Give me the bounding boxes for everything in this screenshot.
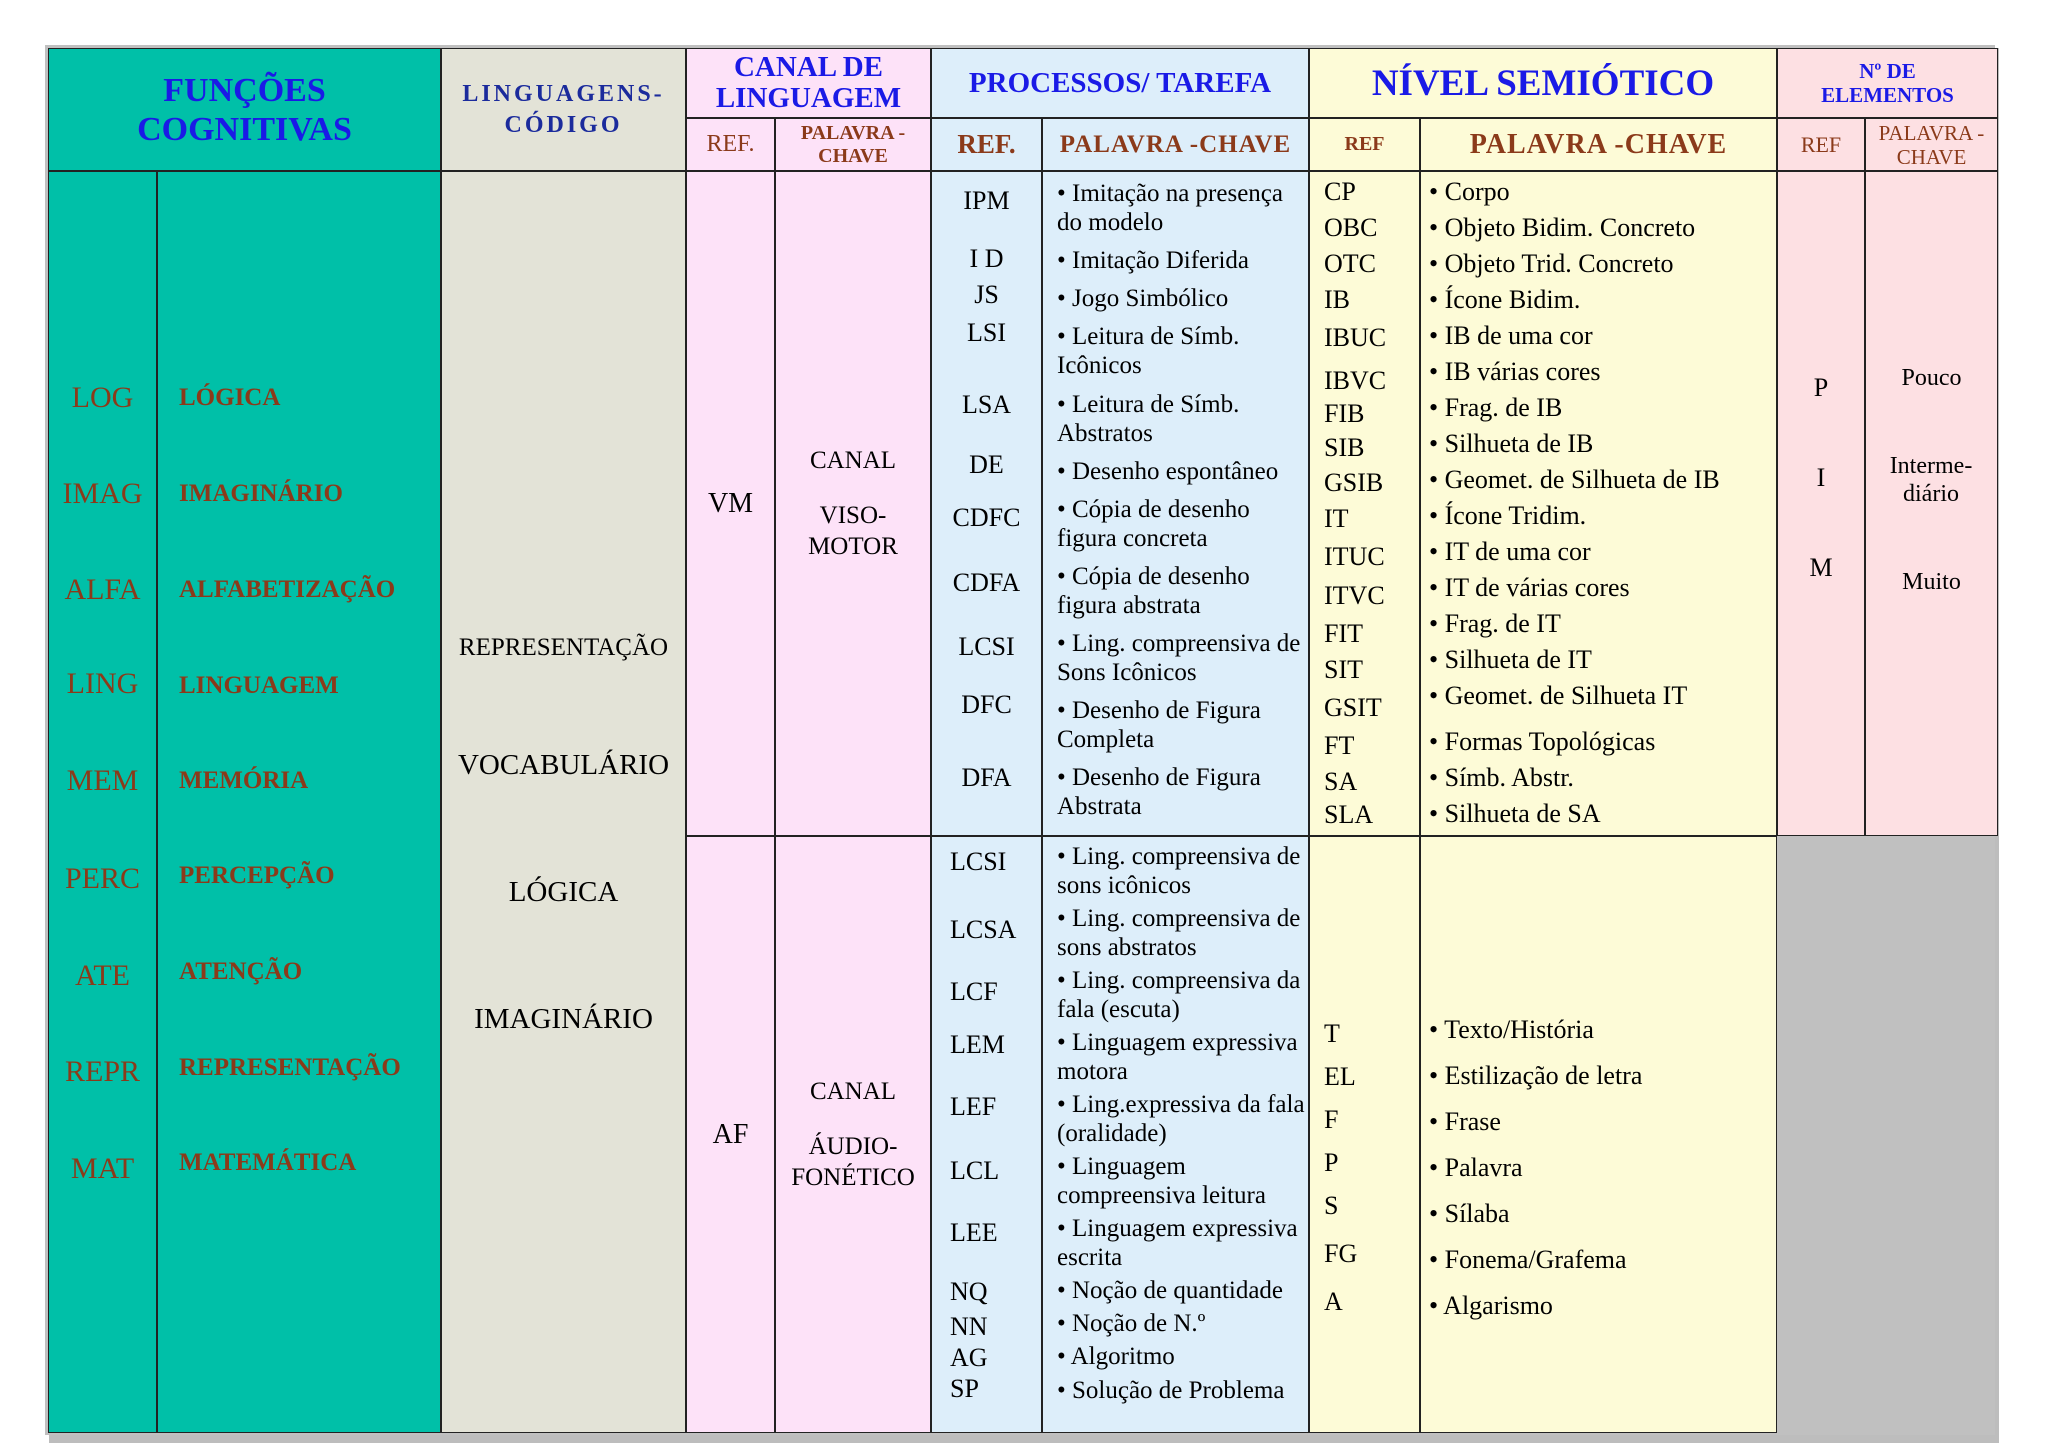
elem-name: Muito: [1902, 568, 1961, 595]
header-linguagens-codigo: [441, 48, 686, 171]
funcao-name: ALFABETIZAÇÃO: [179, 576, 396, 603]
canal-af-name-line3: FONÉTICO: [791, 1164, 915, 1191]
proc-vm-item: • Leitura de Símb. Icônicos: [1057, 323, 1240, 379]
proc-vm-ref: I D: [969, 244, 1004, 273]
subheader-canal-ref: [686, 118, 775, 171]
subheader-proc-palavra: [1042, 118, 1309, 171]
canal-af-ref: AF: [712, 1118, 749, 1150]
funcao-abbr: MEM: [66, 764, 139, 797]
subheader-nivel-ref-label: REF: [1344, 133, 1385, 155]
proc-vm-item: • Ling. compreensiva de Sons Icônicos: [1057, 630, 1301, 686]
funcao-name: MEMÓRIA: [179, 767, 309, 794]
subheader-canal-ref-label: REF.: [706, 131, 755, 157]
proc-vm-ref: CDFA: [952, 568, 1021, 597]
header-linguagens-label: LINGUAGENS-CÓDIGO: [462, 80, 665, 138]
nivel-vm-ref: GSIT: [1324, 693, 1382, 722]
nivel-vm-item: • Silhueta de IT: [1429, 645, 1592, 674]
proc-vm-item: • Desenho de Figura Abstrata: [1057, 764, 1261, 820]
proc-vm-ref: LSA: [961, 390, 1012, 419]
subheader-proc-ref-label: REF.: [957, 129, 1016, 159]
subheader-canal-palavra: [775, 118, 931, 171]
header-funcoes-label: FUNÇÕES COGNITIVAS: [137, 71, 352, 148]
header-funcoes-cognitivas: [48, 48, 441, 171]
linguagem-item: VOCABULÁRIO: [457, 748, 670, 781]
linguagem-item: LÓGICA: [508, 875, 619, 908]
header-processos-label: PROCESSOS/ TAREFA: [968, 66, 1272, 99]
nivel-vm-ref: OBC: [1324, 213, 1378, 242]
nivel-af-item: • Estilização de letra: [1429, 1061, 1643, 1090]
nivel-af-ref: T: [1324, 1019, 1340, 1048]
proc-af-ref: NN: [950, 1312, 988, 1341]
funcao-abbr: PERC: [64, 862, 141, 895]
proc-vm-ref: IPM: [963, 186, 1010, 215]
proc-vm-item: • Imitação Diferida: [1057, 247, 1249, 274]
funcao-name: MATEMÁTICA: [179, 1149, 357, 1176]
funcao-abbr: LOG: [71, 381, 134, 414]
nivel-vm-ref: IT: [1324, 504, 1349, 533]
funcao-name: ATENÇÃO: [179, 958, 303, 985]
proc-af-ref: AG: [950, 1343, 988, 1372]
subheader-canal-palavra-label: PALAVRA -CHAVE: [800, 121, 906, 167]
proc-af-item: • Algoritmo: [1057, 1343, 1175, 1370]
nivel-vm-item: • Geomet. de Silhueta de IB: [1429, 465, 1720, 494]
nivel-vm-ref: FIB: [1324, 399, 1365, 428]
nivel-vm-item: • Frag. de IT: [1429, 609, 1561, 638]
nivel-vm-ref: SIB: [1324, 433, 1365, 462]
proc-vm-ref: DFC: [961, 690, 1012, 719]
proc-af-ref: LEM: [950, 1030, 1005, 1059]
canal-vm-name-line1: CANAL: [809, 447, 897, 474]
nivel-vm-ref: GSIB: [1324, 468, 1384, 497]
nivel-vm-item: • IT de uma cor: [1429, 537, 1591, 566]
nivel-vm-item: • IB várias cores: [1429, 357, 1601, 386]
subheader-elem-ref-label: REF: [1800, 131, 1842, 157]
subheader-nivel-palavra: [1420, 118, 1777, 171]
canal-vm-name-line3: MOTOR: [808, 533, 898, 560]
proc-vm-item: • Cópia de desenho figura concreta: [1057, 496, 1250, 552]
linguagem-item: IMAGINÁRIO: [474, 1002, 653, 1035]
canal-af-ref-cell: [686, 836, 775, 1433]
nivel-af-item: • Texto/História: [1429, 1015, 1594, 1044]
subheader-proc-palavra-label: PALAVRA -CHAVE: [1059, 130, 1292, 158]
proc-vm-item: • Cópia de desenho figura abstrata: [1057, 563, 1250, 619]
canal-vm-name-line2: VISO-: [819, 502, 887, 529]
nivel-vm-item: • Objeto Bidim. Concreto: [1429, 213, 1696, 242]
nivel-af-ref: S: [1324, 1191, 1339, 1220]
nivel-vm-item: • IB de uma cor: [1429, 321, 1593, 350]
subheader-nivel-palavra-label: PALAVRA -CHAVE: [1469, 128, 1728, 160]
proc-af-item: • Ling.expressiva da fala (oralidade): [1057, 1091, 1305, 1147]
nivel-vm-item: • Formas Topológicas: [1429, 727, 1656, 756]
funcao-name: PERCEPÇÃO: [179, 862, 335, 889]
nivel-af-ref: P: [1324, 1148, 1339, 1177]
proc-vm-ref: LSI: [967, 318, 1006, 347]
proc-af-ref: LCSA: [950, 915, 1017, 944]
proc-af-ref: NQ: [950, 1277, 988, 1306]
proc-vm-ref: DE: [969, 450, 1004, 479]
nivel-vm-item: • Geomet. de Silhueta IT: [1429, 681, 1688, 710]
nivel-vm-ref: FT: [1324, 731, 1355, 760]
proc-af-ref: LCF: [950, 977, 998, 1006]
proc-af-item: • Ling. compreensiva da fala (escuta): [1057, 967, 1301, 1023]
proc-af-item: • Linguagem expressiva motora: [1057, 1029, 1298, 1085]
proc-af-item: • Linguagem compreensiva leitura: [1057, 1153, 1266, 1209]
funcao-abbr: IMAG: [62, 477, 143, 510]
elem-name: Interme-diário: [1889, 453, 1973, 507]
nivel-vm-ref: IBUC: [1324, 323, 1387, 352]
nivel-af-ref: F: [1324, 1105, 1339, 1134]
proc-af-item: • Linguagem expressiva escrita: [1057, 1215, 1298, 1271]
nivel-vm-ref: IB: [1324, 285, 1350, 314]
funcao-name: REPRESENTAÇÃO: [179, 1054, 401, 1081]
nivel-vm-item: • Frag. de IB: [1429, 393, 1563, 422]
funcao-abbr: MAT: [70, 1152, 135, 1185]
nivel-vm-item: • Ícone Bidim.: [1429, 285, 1581, 314]
header-n-elementos: [1777, 48, 1998, 118]
header-elementos-label: Nº DE ELEMENTOS: [1821, 59, 1954, 107]
proc-af-item: • Noção de quantidade: [1057, 1277, 1284, 1304]
nivel-af-item: • Palavra: [1429, 1153, 1523, 1182]
nivel-vm-item: • Objeto Trid. Concreto: [1429, 249, 1674, 278]
nivel-af-ref: FG: [1324, 1239, 1358, 1268]
funcoes-name-column: [157, 171, 441, 1433]
canal-af-name-line1: CANAL: [809, 1078, 897, 1105]
nivel-af-item: • Sílaba: [1429, 1199, 1510, 1228]
proc-af-item: • Ling. compreensiva de sons icônicos: [1057, 843, 1301, 899]
funcao-name: LÓGICA: [179, 384, 281, 411]
subheader-nivel-ref: [1309, 118, 1420, 171]
proc-af-ref: LEE: [950, 1218, 998, 1247]
nivel-vm-ref: SA: [1324, 767, 1358, 796]
nivel-af-ref: A: [1324, 1287, 1343, 1316]
subheader-elem-palavra-label: PALAVRA -CHAVE: [1878, 120, 1985, 169]
proc-af-ref: LCSI: [950, 847, 1007, 876]
nivel-af-item: • Fonema/Grafema: [1429, 1245, 1627, 1274]
elem-ref: P: [1813, 373, 1829, 402]
nivel-af-item: • Frase: [1429, 1107, 1501, 1136]
header-canal-de-linguagem: [686, 48, 931, 118]
nivel-vm-ref: SLA: [1324, 800, 1374, 829]
nivel-vm-item: • IT de várias cores: [1429, 573, 1630, 602]
linguagem-item: REPRESENTAÇÃO: [458, 634, 669, 661]
nivel-vm-item: • Silhueta de IB: [1429, 429, 1594, 458]
proc-vm-ref: DFA: [961, 763, 1012, 792]
funcao-abbr: LING: [66, 667, 139, 700]
subheader-proc-ref: [931, 118, 1042, 171]
nivel-vm-ref: SIT: [1324, 655, 1363, 684]
header-canal-label: CANAL DE LINGUAGEM: [715, 51, 902, 114]
elem-ref: M: [1809, 553, 1833, 582]
subheader-elem-ref: [1777, 118, 1865, 171]
header-processos-tarefa: [931, 48, 1309, 118]
elem-ref-cell: [1777, 171, 1865, 836]
funcao-name: IMAGINÁRIO: [179, 480, 343, 507]
nivel-af-item: • Algarismo: [1429, 1291, 1553, 1320]
funcao-abbr: ATE: [75, 959, 130, 992]
canal-vm-name-cell: [775, 171, 931, 836]
linguagens-column: [441, 171, 686, 1433]
proc-vm-item: • Imitação na presença do modelo: [1057, 180, 1283, 236]
elem-name: Pouco: [1901, 364, 1962, 391]
funcao-abbr: ALFA: [64, 573, 141, 606]
elem-ref: I: [1816, 463, 1826, 492]
subheader-elem-palavra: [1865, 118, 1998, 171]
proc-vm-ref: JS: [974, 280, 999, 309]
proc-af-item: • Solução de Problema: [1057, 1377, 1285, 1404]
nivel-vm-item: • Corpo: [1429, 177, 1510, 206]
canal-vm-ref: VM: [707, 487, 754, 519]
canal-af-name-line2: ÁUDIO-: [808, 1133, 898, 1160]
proc-af-ref: LCL: [950, 1156, 1000, 1185]
proc-af-ref: SP: [950, 1374, 979, 1403]
header-nivel-semiotico: [1309, 48, 1777, 118]
canal-vm-ref-cell: [686, 171, 775, 836]
nivel-vm-item: • Silhueta de SA: [1429, 799, 1601, 828]
proc-vm-item: • Desenho de Figura Completa: [1057, 697, 1261, 753]
nivel-vm-ref: OTC: [1324, 249, 1376, 278]
nivel-vm-ref: IBVC: [1324, 366, 1387, 395]
canal-af-name-cell: [775, 836, 931, 1433]
nivel-af-ref: EL: [1324, 1062, 1356, 1091]
proc-vm-item: • Desenho espontâneo: [1057, 458, 1279, 485]
nivel-vm-item: • Símb. Abstr.: [1429, 763, 1574, 792]
proc-vm-ref: LCSI: [958, 632, 1015, 661]
nivel-vm-ref: CP: [1324, 177, 1356, 206]
funcao-name: LINGUAGEM: [179, 672, 339, 699]
proc-vm-ref: CDFC: [952, 503, 1021, 532]
nivel-vm-ref: ITUC: [1324, 542, 1385, 571]
nivel-vm-ref: ITVC: [1324, 581, 1385, 610]
funcao-abbr: REPR: [64, 1055, 141, 1088]
proc-af-ref: LEF: [950, 1092, 997, 1121]
nivel-vm-item: • Ícone Tridim.: [1429, 501, 1587, 530]
header-nivel-label: NÍVEL SEMIÓTICO: [1371, 62, 1715, 104]
nivel-vm-ref: FIT: [1324, 619, 1363, 648]
proc-af-item: • Ling. compreensiva de sons abstratos: [1057, 905, 1301, 961]
proc-vm-item: • Leitura de Símb. Abstratos: [1057, 391, 1240, 447]
proc-af-item: • Noção de N.º: [1057, 1310, 1206, 1337]
funcoes-abbr-column: [48, 171, 157, 1433]
proc-vm-item: • Jogo Simbólico: [1057, 285, 1229, 312]
